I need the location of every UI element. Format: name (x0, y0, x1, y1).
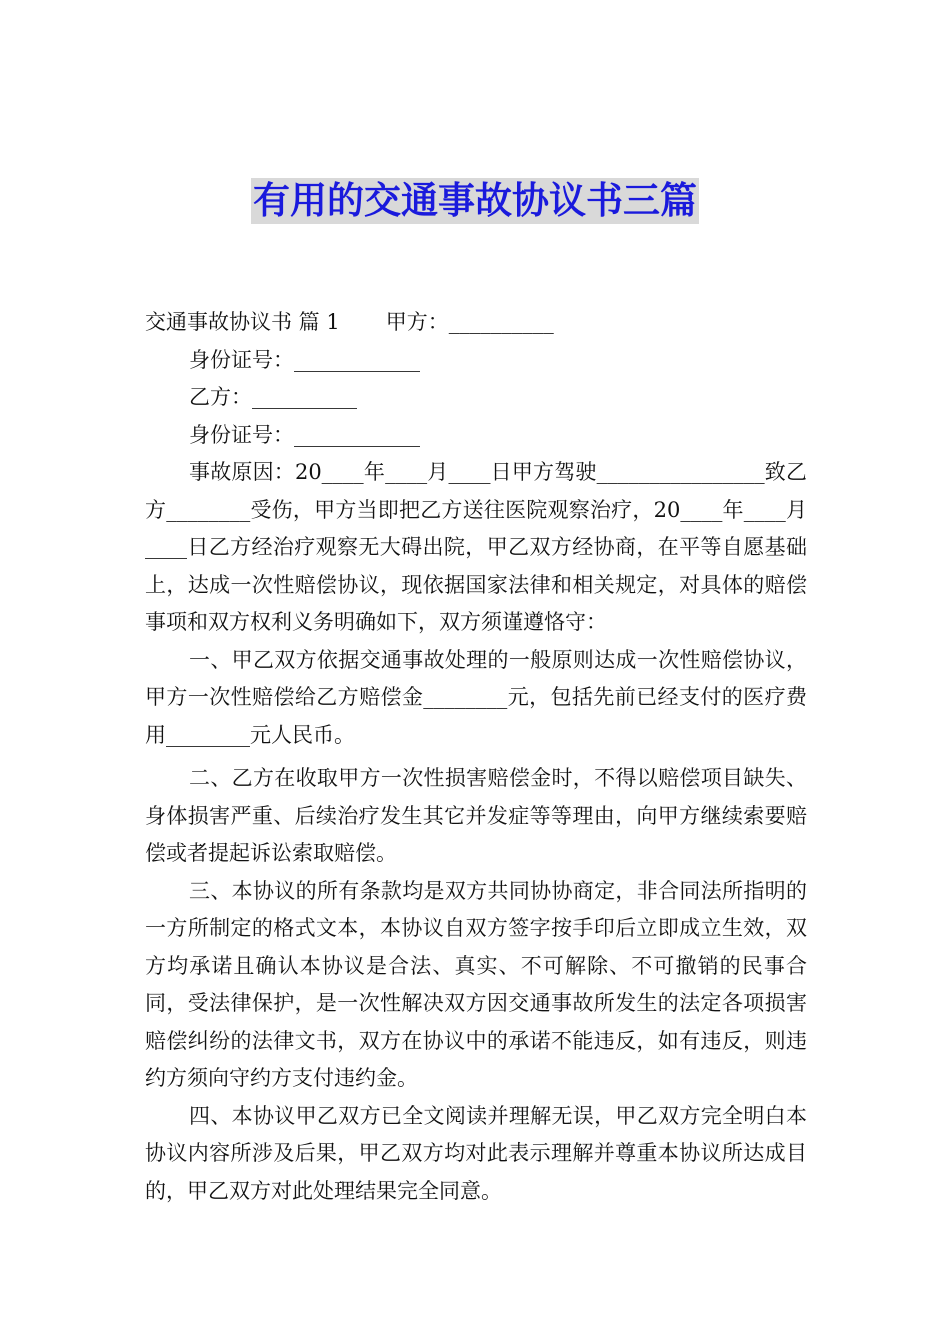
party-a-line: 甲方：__________ (385, 310, 554, 334)
title-container (0, 178, 950, 224)
clause-one-paragraph: 一、甲乙双方依据交通事故处理的一般原则达成一次性赔偿协议，甲方一次性赔偿给乙方赔偿金________元，包括先前已经支付的医疗费用________元人民币。 (145, 647, 807, 747)
accident-cause-paragraph: 事故原因：20____年____月____日甲方驾驶________________致乙方________受伤，甲方当即把乙方送往医院观察治疗，20____年____月____日乙方经治疗观察无大碍出院，甲乙双方经协商，在平等自愿基础上，达成一次性赔偿协议，现依据国家法律和相关规定，对具体的赔偿事项和双方权利义务明确如下，双方须谨遵恪守： (145, 460, 807, 634)
clause-four-paragraph: 四、本协议甲乙双方已全文阅读并理解无误，甲乙双方完全明白本协议内容所涉及后果，甲乙双方均对此表示理解并尊重本协议所达成目的，甲乙双方对此处理结果完全同意。 (145, 1103, 807, 1203)
clause-two-paragraph: 二、乙方在收取甲方一次性损害赔偿金时，不得以赔偿项目缺失、身体损害严重、后续治疗发生其它并发症等等理由，向甲方继续索要赔偿或者提起诉讼索取赔偿。 (145, 766, 807, 865)
party-b-line: 乙方：__________ (189, 385, 357, 409)
section-heading: 交通事故协议书 篇 1 (145, 310, 340, 334)
document-title: 有用的交通事故协议书三篇 (253, 179, 697, 222)
id-b-line: 身份证号：____________ (189, 422, 420, 447)
document-body (145, 304, 807, 1210)
heading-line (145, 304, 807, 342)
clause-three-paragraph: 三、本协议的所有条款均是双方共同协协商定，非合同法所指明的一方所制定的格式文本，本协议自双方签字按手印后立即成立生效，双方均承诺且确认本协议是合法、真实、不可解除、不可撤销的民事合同，受法律保护，是一次性解决双方因交通事故所发生的法定各项损害赔偿纠纷的法律文书，双方在协议中的承诺不能违反，如有违反，则违约方须向守约方支付违约金。 (145, 878, 807, 1090)
id-a-line: 身份证号：____________ (189, 347, 420, 372)
